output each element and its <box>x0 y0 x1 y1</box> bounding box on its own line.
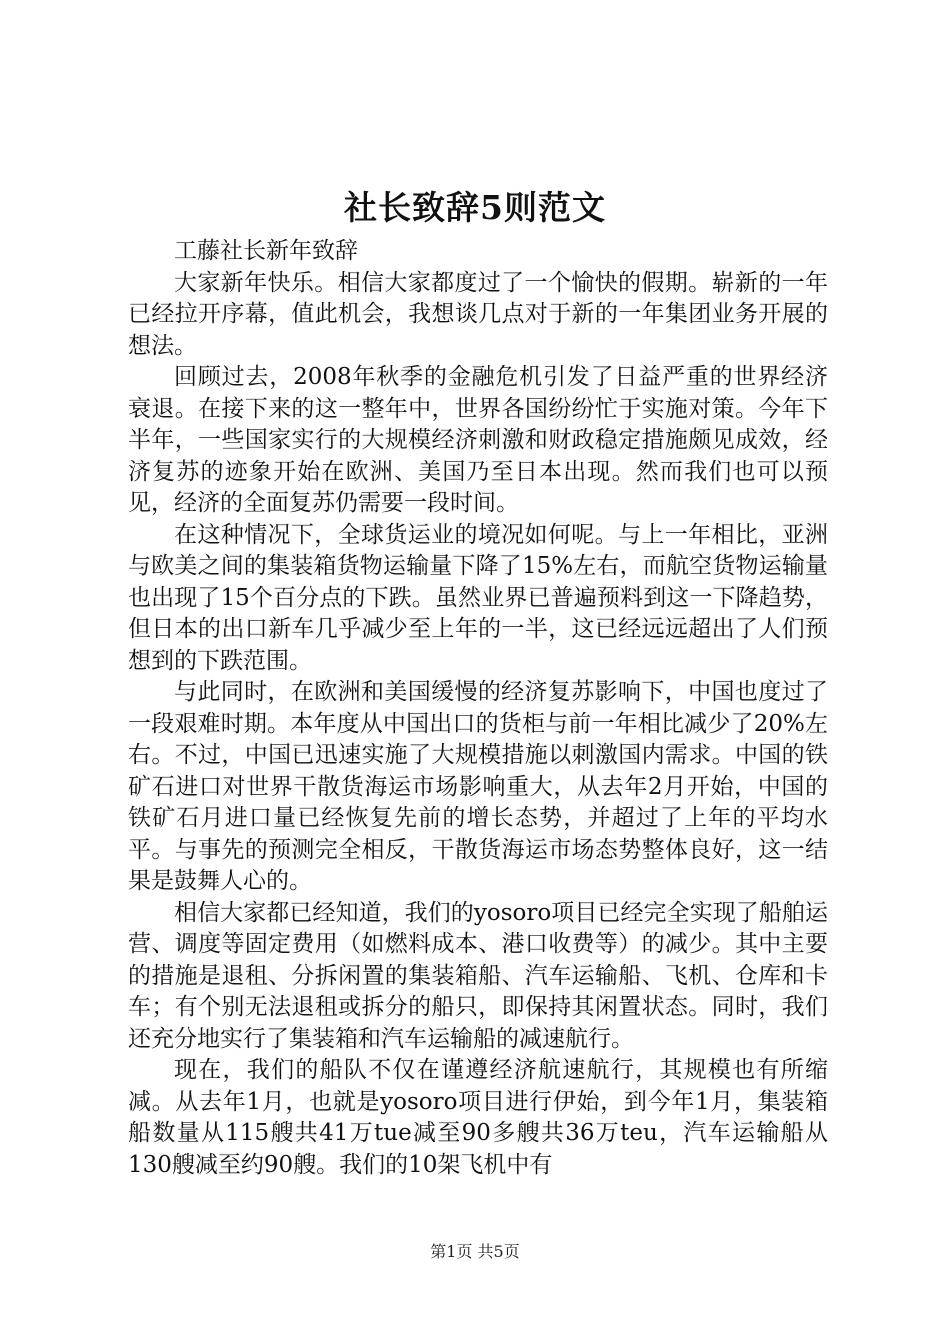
paragraph: 大家新年快乐。相信大家都度过了一个愉快的假期。崭新的一年已经拉开序幕，值此机会，我想谈几点对于新的一年集团业务开展的想法。 <box>128 269 828 359</box>
paragraph: 与此同时，在欧洲和美国缓慢的经济复苏影响下，中国也度过了一段艰难时期。本年度从中国出口的货柜与前一年相比减少了20%左右。不过，中国已迅速实施了大规模措施以刺激国内需求。中国的铁矿石进口对世界干散货海运市场影响重大，从去年2月开始，中国的铁矿石月进口量已经恢复先前的增长态势，并超过了上年的平均水平。与事先的预测完全相反，干散货海运市场态势整体良好，这一结果是鼓舞人心的。 <box>128 679 828 894</box>
paragraph: 在这种情况下，全球货运业的境况如何呢。与上一年相比，亚洲与欧美之间的集装箱货物运输量下降了15%左右，而航空货物运输量也出现了15个百分点的下跌。虽然业界已普遍预料到这一下降趋势，但日本的出口新车几乎减少至上年的一半，这已经远远超出了人们预想到的下跌范围。 <box>128 521 828 674</box>
page-footer: 第1页 共5页 <box>430 1242 520 1261</box>
paragraph: 相信大家都已经知道，我们的yosoro项目已经完全实现了船舶运营、调度等固定费用（如燃料成本、港口收费等）的减少。其中主要的措施是退租、分拆闲置的集装箱船、汽车运输船、飞机、仓库和卡车；有个别无法退租或拆分的船只，即保持其闲置状态。同时，我们还充分地实行了集装箱和汽车运输船的减速航行。 <box>128 899 828 1052</box>
document-body <box>128 236 828 1181</box>
paragraph-heading: 工藤社长新年致辞 <box>174 238 358 264</box>
document-title: 社长致辞5则范文 <box>344 188 606 227</box>
paragraph: 回顾过去，2008年秋季的金融危机引发了日益严重的世界经济衰退。在接下来的这一整年中，世界各国纷纷忙于实施对策。今年下半年，一些国家实行的大规模经济刺激和财政稳定措施颇见成效，经济复苏的迹象开始在欧洲、美国乃至日本出现。然而我们也可以预见，经济的全面复苏仍需要一段时间。 <box>128 364 828 516</box>
paragraph: 现在，我们的船队不仅在谨遵经济航速航行，其规模也有所缩减。从去年1月，也就是yosoro项目进行伊始，到今年1月，集装箱船数量从115艘共41万tue减至90多艘共36万teu，汽车运输船从130艘减至约90艘。我们的10架飞机中有 <box>128 1057 828 1178</box>
